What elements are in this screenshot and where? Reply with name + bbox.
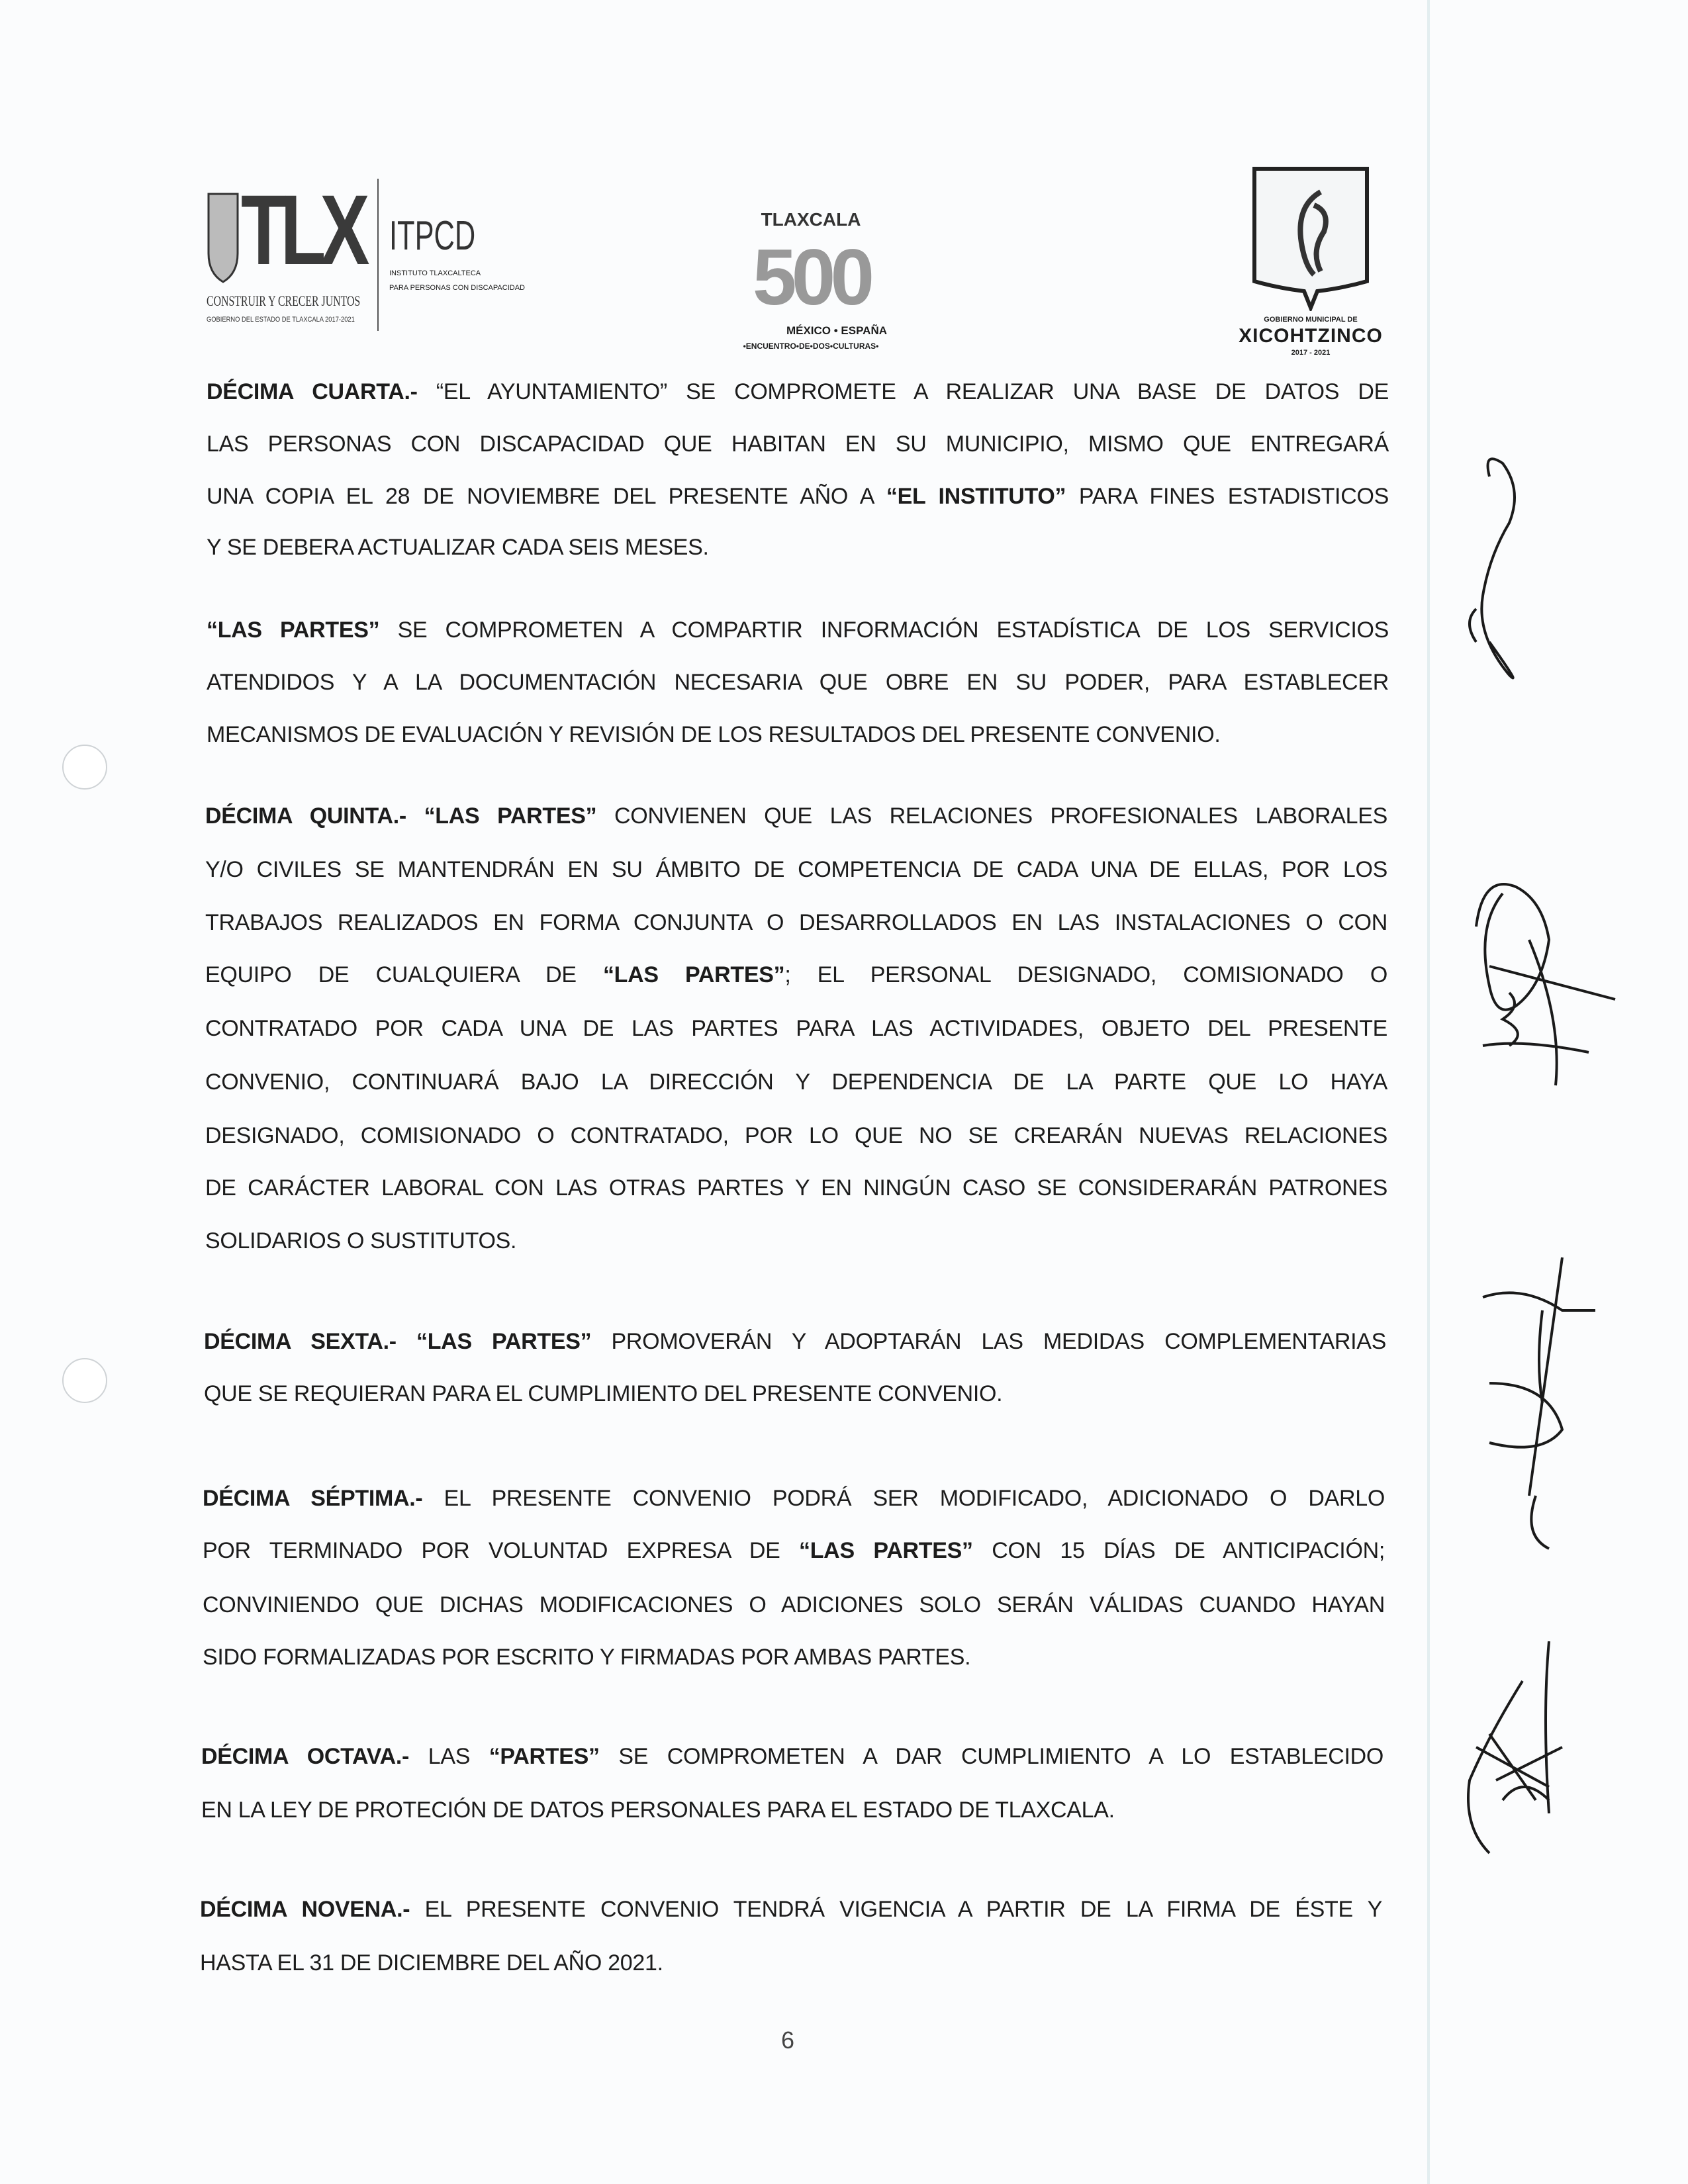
itpcd-line2: PARA PERSONAS CON DISCAPACIDAD bbox=[389, 284, 525, 292]
text-segment: LAS bbox=[409, 1744, 489, 1769]
text-line bbox=[205, 1068, 1387, 1097]
text-segment: EL PRESENTE CONVENIO PODRÁ SER MODIFICADO, ADICIONADO O DARLO bbox=[422, 1486, 1385, 1511]
text-segment: CONVIENEN QUE LAS RELACIONES PROFESIONALES LABORALES bbox=[596, 803, 1387, 829]
itpcd-line1: INSTITUTO TLAXCALTECA bbox=[389, 269, 481, 277]
text-segment: CONVINIENDO QUE DICHAS MODIFICACIONES O ADICIONES SOLO SERÁN VÁLIDAS CUANDO HAYAN bbox=[203, 1592, 1385, 1617]
text-segment: EN LA LEY DE PROTECIÓN DE DATOS PERSONALES PARA EL ESTADO DE TLAXCALA. bbox=[201, 1797, 1115, 1823]
text-line bbox=[203, 1536, 1385, 1565]
punch-hole bbox=[62, 1358, 107, 1403]
bold-text: “LAS PARTES” bbox=[602, 962, 785, 987]
text-segment bbox=[406, 803, 424, 829]
bold-text: “LAS PARTES” bbox=[416, 1329, 592, 1354]
text-line bbox=[205, 1173, 1387, 1203]
text-line bbox=[207, 377, 1389, 406]
tlx-mark: TLX bbox=[241, 174, 364, 285]
text-segment: HASTA EL 31 DE DICIEMBRE DEL AÑO 2021. bbox=[200, 1950, 663, 1976]
text-segment: PROMOVERÁN Y ADOPTARÁN LAS MEDIDAS COMPLEMENTARIAS bbox=[591, 1329, 1386, 1354]
text-segment: EQUIPO DE CUALQUIERA DE bbox=[205, 962, 603, 987]
signature bbox=[1470, 459, 1515, 678]
text-line bbox=[204, 1327, 1386, 1356]
signature bbox=[1468, 1641, 1562, 1853]
text-segment: TRABAJOS REALIZADOS EN FORMA CONJUNTA O DESARROLLADOS EN LAS INSTALACIONES O CON bbox=[205, 910, 1387, 935]
page-number: 6 bbox=[781, 2026, 795, 2054]
signature bbox=[1483, 1257, 1595, 1549]
text-segment bbox=[397, 1329, 416, 1354]
text-line bbox=[203, 1484, 1385, 1513]
municipal-name: XICOHTZINCO bbox=[1239, 325, 1383, 347]
text-line bbox=[205, 855, 1387, 884]
signature bbox=[1476, 884, 1615, 1085]
text-line bbox=[207, 430, 1389, 459]
text-segment: SE COMPROMETEN A COMPARTIR INFORMACIÓN ESTADÍSTICA DE LOS SERVICIOS bbox=[379, 617, 1389, 643]
text-segment: SE COMPROMETEN A DAR CUMPLIMIENTO A LO ESTABLECIDO bbox=[599, 1744, 1383, 1769]
logo-divider bbox=[377, 179, 379, 331]
bold-text: “PARTES” bbox=[489, 1744, 600, 1769]
text-segment: LAS PERSONAS CON DISCAPACIDAD QUE HABITAN EN SU MUNICIPIO, MISMO QUE ENTREGARÁ bbox=[207, 432, 1389, 457]
bold-text: “LAS PARTES” bbox=[207, 617, 380, 643]
tlaxcala-title: TLAXCALA bbox=[761, 209, 861, 230]
text-segment: CONVENIO, CONTINUARÁ BAJO LA DIRECCIÓN Y DEPENDENCIA DE LA PARTE QUE LO HAYA bbox=[205, 1069, 1387, 1095]
text-line bbox=[201, 1742, 1383, 1771]
state-shield-icon bbox=[207, 191, 240, 283]
bold-text: DÉCIMA SÉPTIMA.- bbox=[203, 1486, 423, 1511]
text-segment: UNA COPIA EL 28 DE NOVIEMBRE DEL PRESENTE AÑO A bbox=[207, 484, 886, 509]
municipal-years: 2017 - 2021 bbox=[1291, 349, 1331, 357]
xicohtzinco-logo bbox=[1231, 165, 1390, 357]
bold-text: DÉCIMA OCTAVA.- bbox=[201, 1744, 410, 1769]
tlx-government: GOBIERNO DEL ESTADO DE TLAXCALA 2017-2021 bbox=[207, 316, 355, 324]
text-segment: ; EL PERSONAL DESIGNADO, COMISIONADO O bbox=[784, 962, 1387, 987]
text-line bbox=[207, 720, 1389, 749]
text-segment: Y/O CIVILES SE MANTENDRÁN EN SU ÁMBITO DE COMPETENCIA DE CADA UNA DE ELLAS, POR LOS bbox=[205, 857, 1387, 882]
text-segment: CON 15 DÍAS DE ANTICIPACIÓN; bbox=[972, 1538, 1385, 1563]
margin-signatures bbox=[1390, 424, 1628, 1946]
text-line bbox=[205, 1226, 1387, 1255]
text-line bbox=[200, 1948, 1382, 1978]
bold-text: DÉCIMA QUINTA.- bbox=[205, 803, 406, 829]
punch-hole bbox=[62, 745, 107, 790]
text-line bbox=[207, 482, 1389, 511]
municipal-label: GOBIERNO MUNICIPAL DE bbox=[1264, 316, 1358, 324]
tlaxcala-tagline: •ENCUENTRO•DE•DOS•CULTURAS• bbox=[743, 341, 879, 351]
tlaxcala-500-number: 500 bbox=[752, 233, 870, 322]
text-line bbox=[205, 1014, 1387, 1043]
text-line bbox=[203, 1643, 1385, 1672]
text-line bbox=[207, 668, 1389, 697]
itpcd-logo bbox=[389, 212, 525, 293]
text-segment: QUE SE REQUIERAN PARA EL CUMPLIMIENTO DEL PRESENTE CONVENIO. bbox=[204, 1381, 1003, 1406]
bold-text: “LAS PARTES” bbox=[424, 803, 597, 829]
bold-text: DÉCIMA NOVENA.- bbox=[200, 1897, 410, 1922]
text-line bbox=[204, 1379, 1386, 1408]
text-segment: DE CARÁCTER LABORAL CON LAS OTRAS PARTES Y EN NINGÚN CASO SE CONSIDERARÁN PATRONES bbox=[205, 1175, 1387, 1201]
text-line bbox=[205, 1121, 1387, 1150]
text-line bbox=[207, 615, 1389, 645]
itpcd-acronym: ITPCD bbox=[389, 213, 476, 259]
text-segment: MECANISMOS DE EVALUACIÓN Y REVISIÓN DE LOS RESULTADOS DEL PRESENTE CONVENIO. bbox=[207, 722, 1221, 747]
text-segment: SOLIDARIOS O SUSTITUTOS. bbox=[205, 1228, 517, 1253]
text-segment: ATENDIDOS Y A LA DOCUMENTACIÓN NECESARIA QUE OBRE EN SU PODER, PARA ESTABLECER bbox=[207, 670, 1389, 695]
text-segment: Y SE DEBERA ACTUALIZAR CADA SEIS MESES. bbox=[207, 535, 709, 560]
text-segment: CONTRATADO POR CADA UNA DE LAS PARTES PARA LAS ACTIVIDADES, OBJETO DEL PRESENTE bbox=[205, 1016, 1387, 1041]
text-line bbox=[205, 960, 1387, 989]
bold-text: “EL INSTITUTO” bbox=[886, 484, 1066, 509]
text-line bbox=[200, 1895, 1382, 1924]
text-line bbox=[201, 1796, 1383, 1825]
tlaxcala-subtitle: MÉXICO • ESPAÑA bbox=[786, 324, 887, 337]
text-line bbox=[205, 801, 1387, 831]
text-segment: EL PRESENTE CONVENIO TENDRÁ VIGENCIA A PARTIR DE LA FIRMA DE ÉSTE Y bbox=[410, 1897, 1382, 1922]
bold-text: “LAS PARTES” bbox=[799, 1538, 973, 1563]
municipal-shield-icon bbox=[1251, 165, 1370, 311]
text-segment: PARA FINES ESTADISTICOS bbox=[1066, 484, 1389, 509]
text-segment: SIDO FORMALIZADAS POR ESCRITO Y FIRMADAS POR AMBAS PARTES. bbox=[203, 1645, 971, 1670]
tlx-slogan: CONSTRUIR Y CRECER JUNTOS bbox=[207, 293, 361, 309]
bold-text: DÉCIMA CUARTA.- bbox=[207, 379, 418, 404]
text-line bbox=[203, 1590, 1385, 1619]
text-segment: POR TERMINADO POR VOLUNTAD EXPRESA DE bbox=[203, 1538, 800, 1563]
bold-text: DÉCIMA SEXTA.- bbox=[204, 1329, 397, 1354]
text-segment: “EL AYUNTAMIENTO” SE COMPROMETE A REALIZAR UNA BASE DE DATOS DE bbox=[417, 379, 1389, 404]
text-segment: DESIGNADO, COMISIONADO O CONTRATADO, POR LO QUE NO SE CREARÁN NUEVAS RELACIONES bbox=[205, 1123, 1387, 1148]
text-line bbox=[207, 533, 1389, 562]
tlaxcala-500-logo bbox=[722, 208, 900, 351]
text-line bbox=[205, 908, 1387, 937]
